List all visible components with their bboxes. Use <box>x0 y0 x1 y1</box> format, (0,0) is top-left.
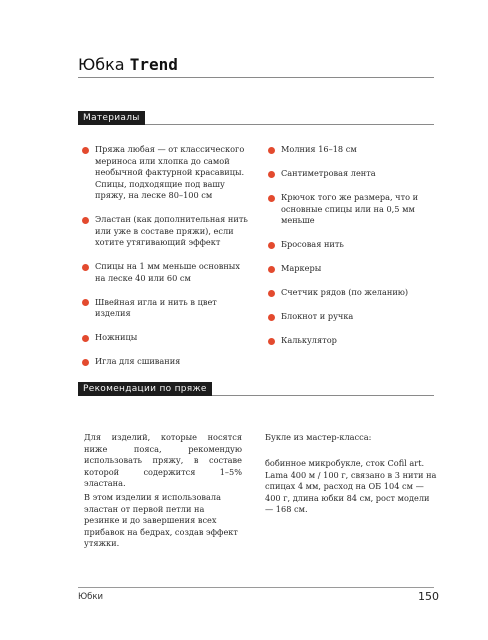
material-item-text: Калькулятор <box>281 335 337 345</box>
bullet-dot-icon <box>268 314 275 321</box>
bullet-dot-icon <box>82 359 89 366</box>
material-item-text: Сантиметровая лента <box>281 168 376 178</box>
yarn-paragraph-boucle-details: бобинное микробукле, сток Cofil art. Lama 400 м / 100 г, связано в 3 нити на спицах 4 мм, расход на ОБ 104 см — 400 г, длина юбки 84 см, рост модели — 168 см. <box>265 458 437 514</box>
title-bold: Trend <box>129 55 178 74</box>
material-item <box>268 192 438 227</box>
material-item-text: Бросовая нить <box>281 239 344 249</box>
material-item <box>82 144 252 202</box>
material-item-text: Пряжа любая — от классического мериноса или хлопка до самой необычной фактурной красавицы. Спицы, подходящие под вашу пряжу, на леске 80–100 см <box>95 144 245 200</box>
bullet-dot-icon <box>268 147 275 154</box>
material-item <box>268 287 438 299</box>
bullet-dot-icon <box>268 195 275 202</box>
yarn-paragraph-boucle-title: Букле из мастер-класса: <box>265 432 372 442</box>
bullet-dot-icon <box>82 264 89 271</box>
material-item-text: Счетчик рядов (по желанию) <box>281 287 409 297</box>
bullet-dot-icon <box>268 242 275 249</box>
title-rule <box>78 77 434 78</box>
yarn-paragraph-usage: В этом изделии я использовала эластан от первой петли на резинке и до завершения всех прибавок на бедрах, создав эффект утяжки. <box>84 492 238 548</box>
material-item-text: Маркеры <box>281 263 322 273</box>
yarn-heading: Рекомендации по пряже <box>78 382 212 396</box>
material-item <box>82 356 252 368</box>
material-item-text: Крючок того же размера, что и основные спицы или на 0,5 мм меньше <box>281 192 419 225</box>
bullet-dot-icon <box>82 335 89 342</box>
material-item-text: Ножницы <box>95 332 138 342</box>
material-item-text: Молния 16–18 см <box>281 144 357 154</box>
material-item-text: Блокнот и ручка <box>281 311 354 321</box>
bullet-dot-icon <box>268 171 275 178</box>
page-number: 150 <box>418 590 439 603</box>
materials-list-right <box>268 144 438 359</box>
material-item-text: Игла для сшивания <box>95 356 181 366</box>
material-item <box>268 311 438 323</box>
yarn-paragraph-elastane: Для изделий, которые носятся ниже пояса, рекомендую использовать пряжу, в составе которой содержится 1–5% эластана. <box>84 432 242 488</box>
bullet-dot-icon <box>82 147 89 154</box>
page-title <box>78 55 178 74</box>
material-item <box>82 332 252 344</box>
bullet-dot-icon <box>268 290 275 297</box>
materials-list-left <box>82 144 252 380</box>
material-item <box>268 335 438 347</box>
bullet-dot-icon <box>268 338 275 345</box>
material-item <box>268 239 438 251</box>
material-item-text: Эластан (как дополнительная нить или уже в составе пряжи), если хотите утягивающий эффект <box>95 214 248 247</box>
material-item-text: Спицы на 1 мм меньше основных на леске 40 или 60 см <box>95 261 240 283</box>
material-item <box>268 144 438 156</box>
material-item <box>268 263 438 275</box>
bullet-dot-icon <box>82 299 89 306</box>
bullet-dot-icon <box>268 266 275 273</box>
material-item <box>268 168 438 180</box>
materials-heading: Материалы <box>78 111 145 125</box>
footer-rule <box>78 587 434 588</box>
material-item-text: Швейная игла и нить в цвет изделия <box>95 296 217 318</box>
title-plain: Юбка <box>78 55 125 74</box>
bullet-dot-icon <box>82 217 89 224</box>
footer-section-label: Юбки <box>78 592 104 602</box>
material-item <box>82 297 252 320</box>
material-item <box>82 261 252 284</box>
material-item <box>82 214 252 249</box>
